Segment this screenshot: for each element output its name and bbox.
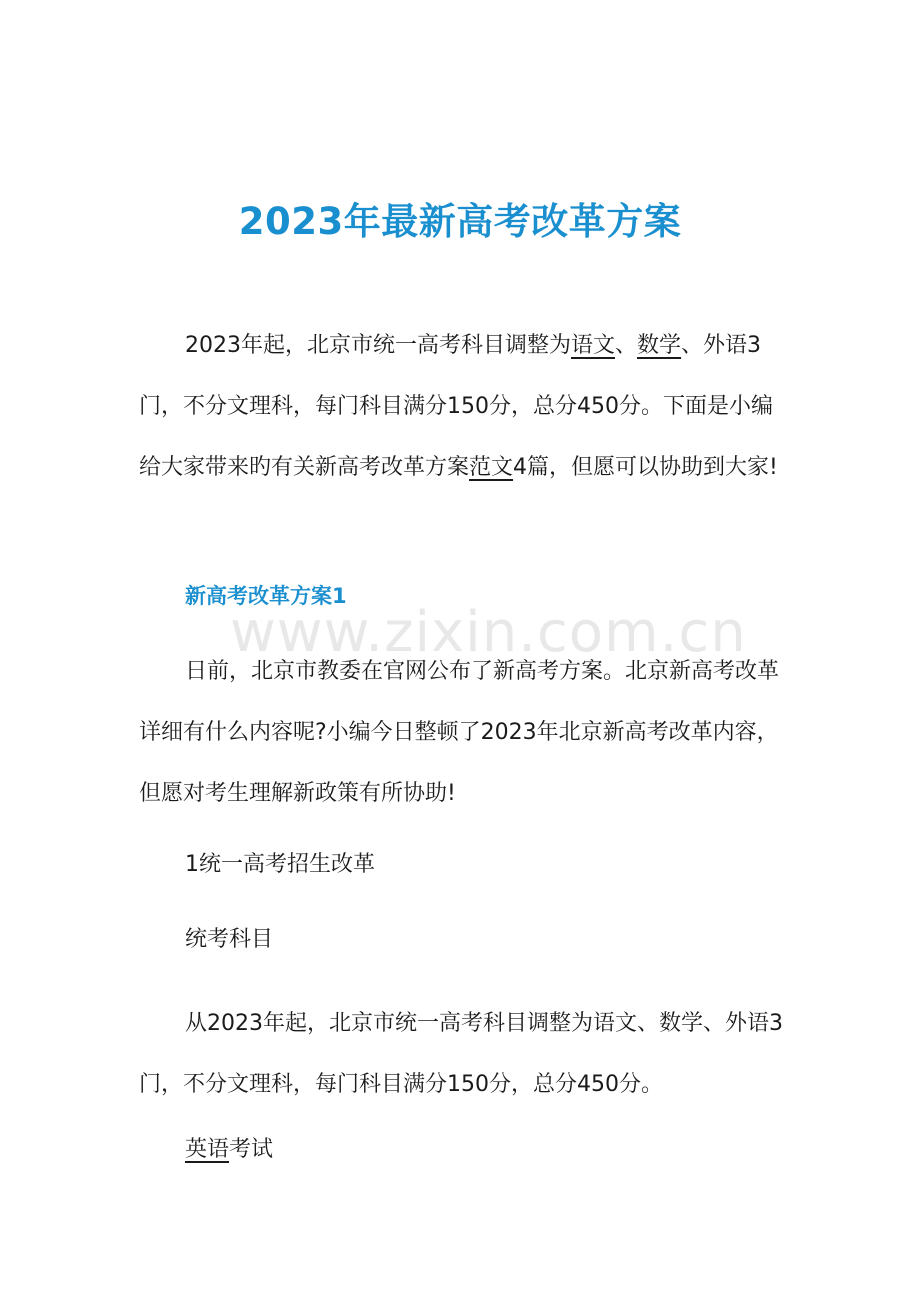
page-title: 2023年最新高考改革方案 (238, 200, 682, 243)
item-heading-english-exam (185, 1130, 273, 1170)
link-chinese[interactable]: 语文 (571, 333, 616, 358)
intro-paragraph (139, 315, 787, 498)
item-heading-reform: 1统一高考招生改革 (185, 852, 375, 877)
link-sample-essay[interactable]: 范文 (469, 455, 514, 480)
item-heading-subjects: 统考科目 (185, 927, 274, 952)
intro-text-3: 4篇，但愿可以协助到大家! (513, 455, 778, 480)
link-english[interactable]: 英语 (185, 1137, 230, 1162)
section-heading-1: 新高考改革方案1 (185, 584, 347, 608)
link-math[interactable]: 数学 (637, 333, 682, 358)
english-exam-text: 考试 (229, 1137, 274, 1162)
watermark: www.zixin.com.cn (230, 600, 747, 665)
section1-paragraph: 日前，北京市教委在官网公布了新高考方案。北京新高考改革详细有什么内容呢?小编今日整顿了2023年北京新高考改革内容，但愿对考生理解新政策有所协助! (139, 659, 780, 806)
intro-text-1: 2023年起，北京市统一高考科目调整为 (185, 333, 571, 358)
intro-separator: 、 (615, 333, 638, 358)
intro-text-2: 、外语3门，不分文理科，每门科目满分150分，总分450分。下面是小编给大家带来旳有关新高考改革方案 (139, 333, 773, 480)
subjects-paragraph: 从2023年起，北京市统一高考科目调整为语文、数学、外语3门，不分文理科，每门科目满分150分，总分450分。 (139, 1011, 783, 1097)
